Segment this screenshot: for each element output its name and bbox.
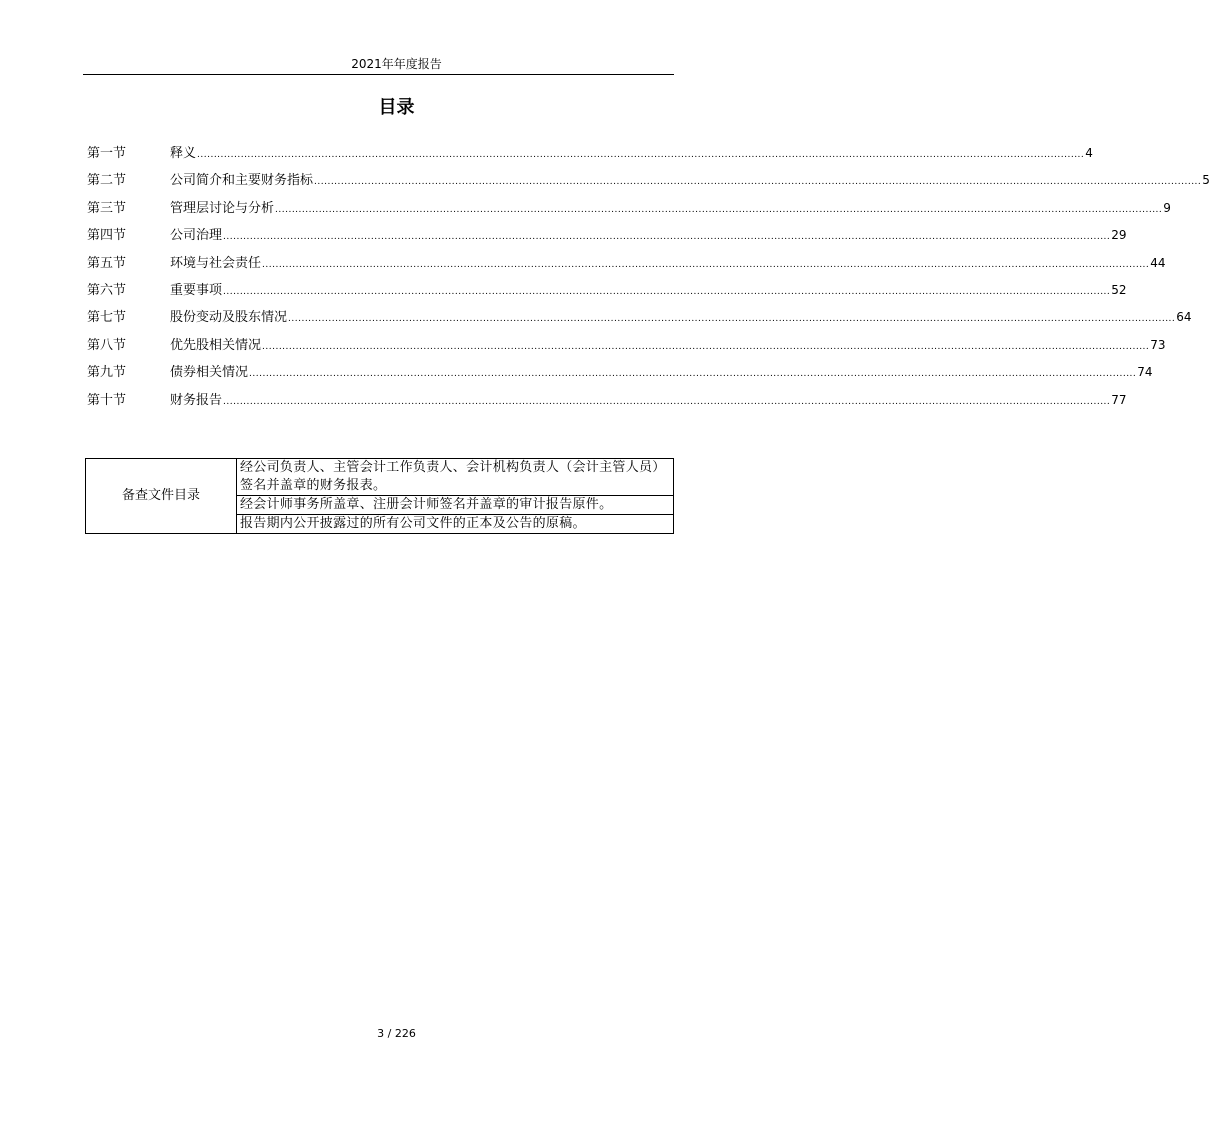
table-row — [86, 459, 674, 496]
toc-dot-leader: ........................................................................................................................................................................................................................................................................ — [223, 396, 1111, 407]
toc-dot-leader: ........................................................................................................................................................................................................................................................................ — [223, 232, 1111, 243]
toc-entry-10[interactable] — [87, 390, 1127, 417]
toc-entry-9[interactable] — [87, 362, 1153, 389]
toc-section-number: 第三节 — [87, 200, 127, 216]
toc-dot-leader: ........................................................................................................................................................................................................................................................................ — [262, 341, 1150, 352]
toc-section-name: 公司治理 — [170, 228, 223, 244]
toc-dot-leader: ........................................................................................................................................................................................................................................................................ — [288, 314, 1176, 325]
toc-dot-leader: ........................................................................................................................................................................................................................................................................ — [197, 150, 1085, 160]
toc-section-number: 第十节 — [87, 392, 127, 408]
reference-documents-label: 备查文件目录 — [86, 459, 237, 534]
toc-entry-8[interactable] — [87, 335, 1166, 362]
toc-section-number: 第二节 — [87, 173, 127, 189]
toc-section-name: 债券相关情况 — [170, 365, 249, 381]
toc-dot-leader: ........................................................................................................................................................................................................................................................................ — [262, 259, 1150, 270]
header-divider — [83, 74, 674, 75]
toc-section-name: 股份变动及股东情况 — [170, 310, 288, 326]
toc-dot-leader: ........................................................................................................................................................................................................................................................................ — [249, 369, 1137, 380]
toc-page-number: 44 — [1150, 255, 1166, 270]
toc-entry-3[interactable] — [87, 198, 1171, 225]
toc-section-name: 财务报告 — [170, 392, 223, 408]
toc-section-name: 优先股相关情况 — [170, 337, 262, 353]
toc-section-name: 重要事项 — [170, 282, 223, 298]
report-header-title: 2021年年度报告 — [351, 57, 442, 71]
toc-entry-7[interactable] — [87, 307, 1192, 334]
toc-page-number: 29 — [1111, 228, 1127, 243]
toc-dot-leader: ........................................................................................................................................................................................................................................................................ — [223, 286, 1111, 297]
toc-section-name: 管理层讨论与分析 — [170, 200, 275, 216]
toc-section-number: 第六节 — [87, 282, 127, 298]
toc-section-number: 第四节 — [87, 228, 127, 244]
page-number: 3 / 226 — [377, 1027, 416, 1040]
toc-section-name: 环境与社会责任 — [170, 255, 262, 271]
toc-page-number: 9 — [1163, 200, 1171, 215]
toc-dot-leader: ........................................................................................................................................................................................................................................................................ — [314, 177, 1202, 188]
toc-section-number: 第八节 — [87, 337, 127, 353]
toc-section-name: 释义 — [170, 146, 197, 161]
toc-entry-5[interactable] — [87, 253, 1166, 280]
toc-page-number: 52 — [1111, 282, 1127, 297]
toc-page-number: 73 — [1150, 337, 1166, 352]
reference-document-item: 经会计师事务所盖章、注册会计师签名并盖章的审计报告原件。 — [237, 496, 674, 515]
toc-entry-4[interactable] — [87, 225, 1127, 252]
toc-page-number: 64 — [1176, 310, 1192, 325]
reference-documents-table — [85, 458, 674, 534]
toc-entry-6[interactable] — [87, 280, 1127, 307]
reference-document-item: 经公司负责人、主管会计工作负责人、会计机构负责人（会计主管人员）签名并盖章的财务报表。 — [237, 459, 674, 496]
toc-entry-1[interactable] — [87, 143, 1093, 170]
toc-section-number: 第五节 — [87, 255, 127, 271]
reference-document-item: 报告期内公开披露过的所有公司文件的正本及公告的原稿。 — [237, 515, 674, 534]
toc-entry-2[interactable] — [87, 170, 1210, 197]
toc-page-number: 77 — [1111, 392, 1127, 407]
toc-section-number: 第一节 — [87, 146, 127, 161]
toc-section-number: 第七节 — [87, 310, 127, 326]
toc-page-number: 5 — [1202, 173, 1210, 188]
toc-page-number: 4 — [1085, 146, 1093, 160]
page-title: 目录 — [378, 97, 415, 118]
toc-dot-leader: ........................................................................................................................................................................................................................................................................ — [275, 204, 1163, 215]
toc-section-name: 公司简介和主要财务指标 — [170, 173, 314, 189]
toc-page-number: 74 — [1137, 365, 1153, 380]
toc-section-number: 第九节 — [87, 365, 127, 381]
table-of-contents — [87, 143, 1210, 417]
